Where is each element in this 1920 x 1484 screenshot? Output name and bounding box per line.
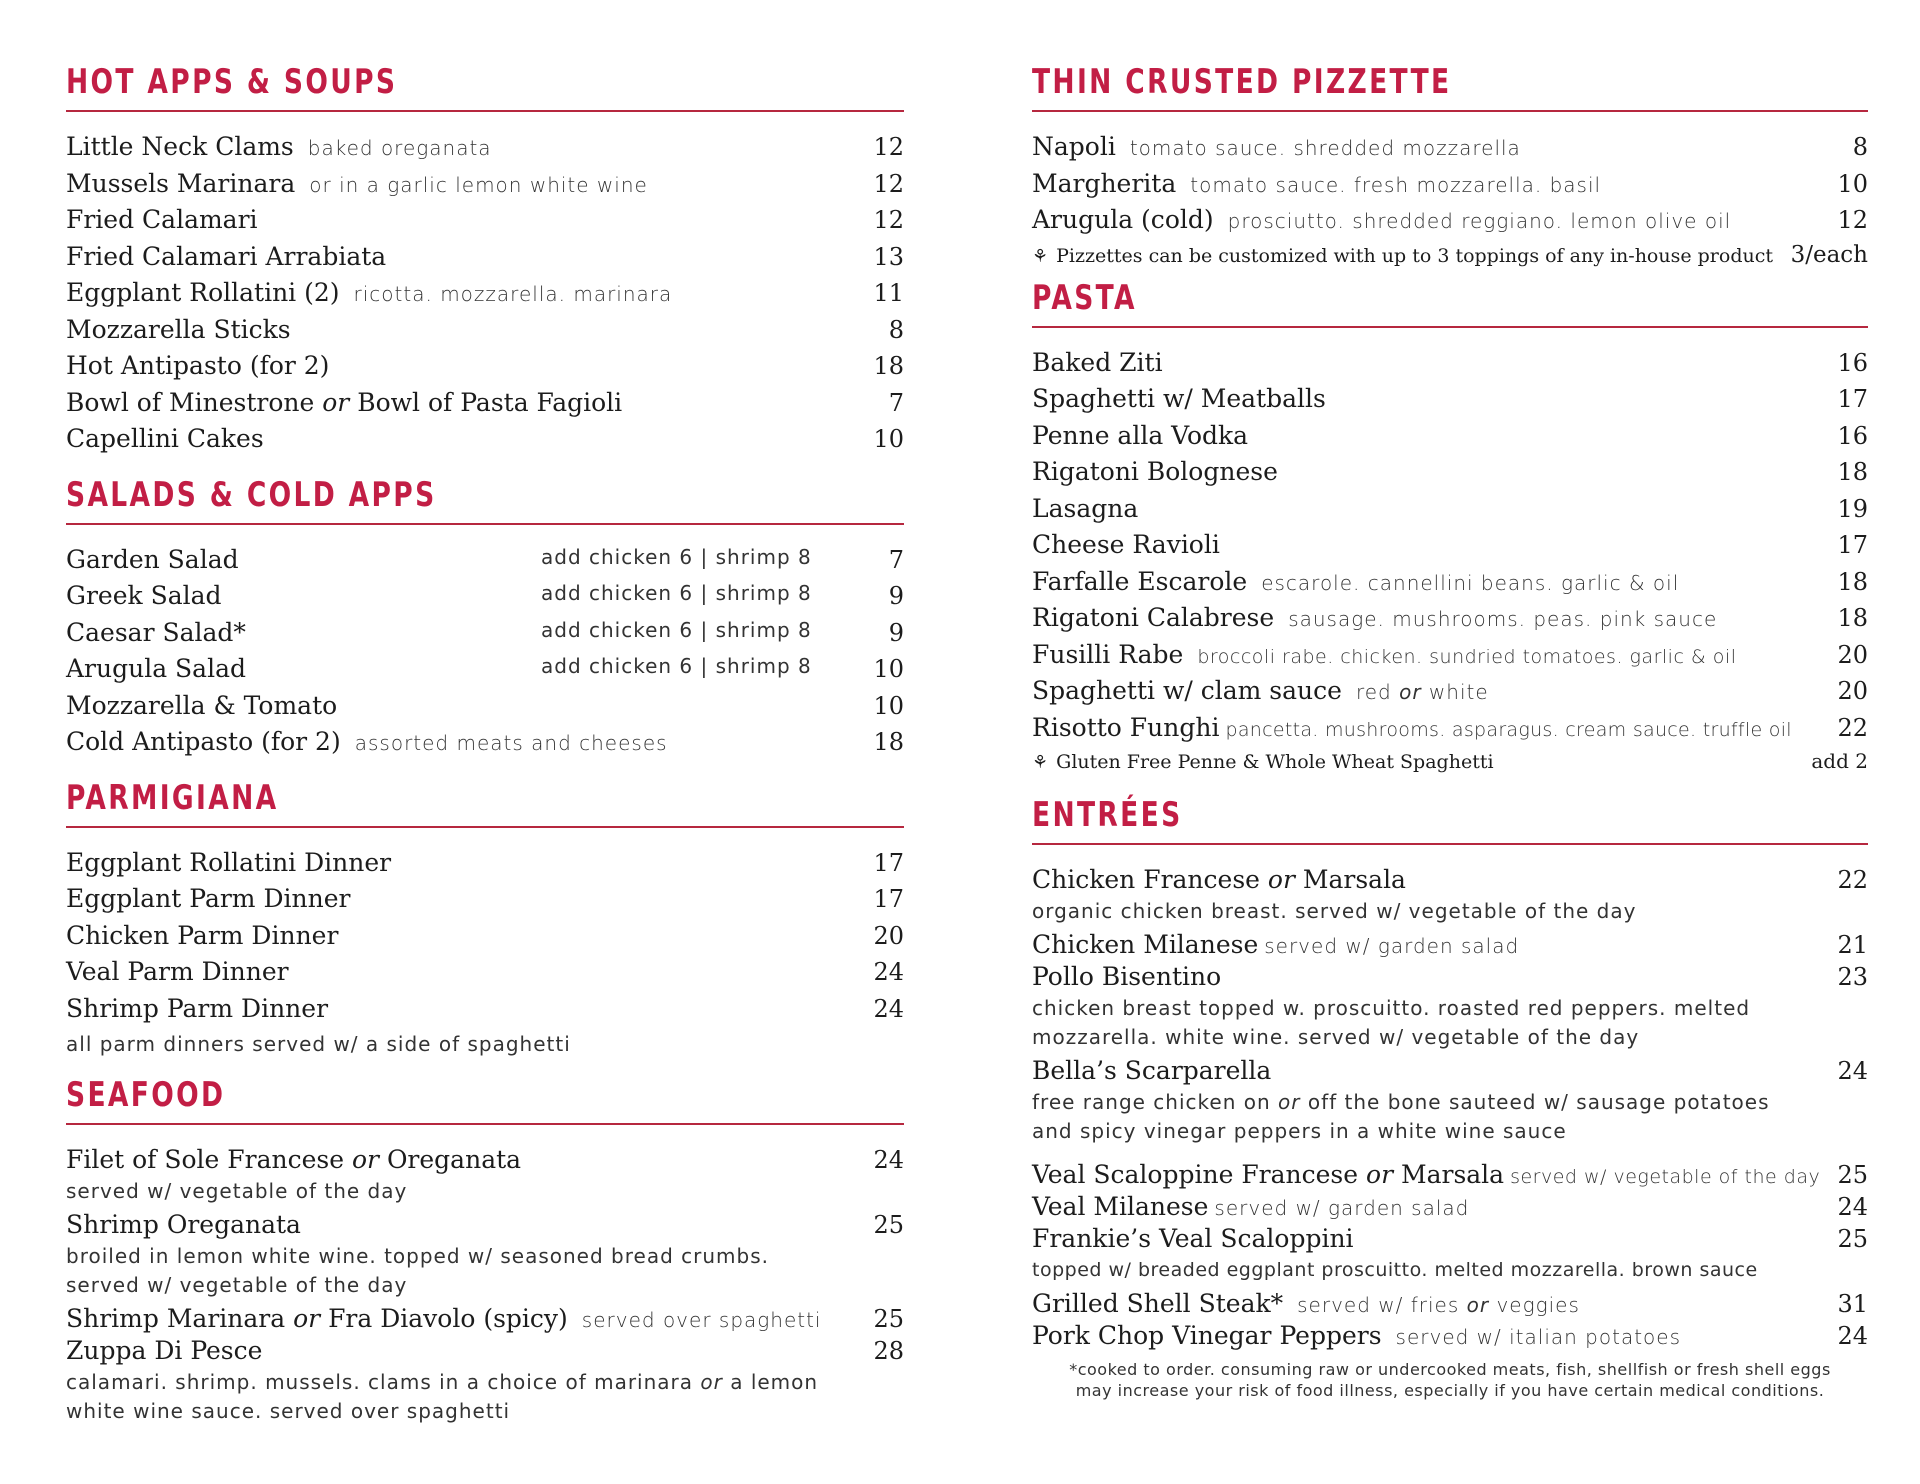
menu-item: Mussels Marinara or in a garlic lemon white wine 12 bbox=[66, 168, 904, 198]
item-description: broiled in lemon white wine. topped w/ seasoned bread crumbs. served w/ vegetable of the day bbox=[66, 1244, 769, 1297]
menu-item: Fried Calamari 12 bbox=[66, 205, 904, 234]
section-title: HOT APPS & SOUPS bbox=[66, 62, 398, 102]
item-description: served w/ vegetable of the day bbox=[66, 1179, 408, 1203]
menu-item: Chicken Milanese served w/ garden salad 21 bbox=[1032, 930, 1868, 959]
menu-item: Pollo Bisentino 23 bbox=[1032, 962, 1868, 991]
divider bbox=[1032, 110, 1868, 112]
item-description: calamari. shrimp. mussels. clams in a choice of marinara or a lemon white wine sauce. served over spaghetti bbox=[66, 1370, 819, 1423]
menu-item: Veal Parm Dinner 24 bbox=[66, 957, 904, 986]
menu-item: Penne alla Vodka 16 bbox=[1032, 420, 1868, 450]
menu-item: Eggplant Rollatini Dinner 17 bbox=[66, 847, 904, 877]
menu-item: Chicken Francese or Marsala 22 bbox=[1032, 865, 1868, 894]
divider bbox=[66, 1123, 904, 1125]
section-seafood bbox=[66, 1073, 904, 1426]
menu-item: Hot Antipasto (for 2) 18 bbox=[66, 351, 904, 380]
section-title: THIN CRUSTED PIZZETTE bbox=[1032, 62, 1452, 102]
divider bbox=[66, 110, 904, 112]
menu-item: Mozzarella Sticks 8 bbox=[66, 314, 904, 344]
menu-item: Grilled Shell Steak* served w/ fries or veggies 31 bbox=[1032, 1289, 1868, 1318]
menu-item: Veal Milanese served w/ garden salad 24 bbox=[1032, 1192, 1868, 1221]
menu-item: Mozzarella & Tomato 10 bbox=[66, 690, 904, 720]
divider bbox=[1032, 843, 1868, 845]
section-note: ⚘ Gluten Free Penne & Whole Wheat Spaghetti add 2 bbox=[1032, 749, 1868, 773]
ornament-icon: ⚘ bbox=[1032, 752, 1049, 773]
menu-item: Veal Scaloppine Francese or Marsala served w/ vegetable of the day 25 bbox=[1032, 1160, 1868, 1189]
section-title: PARMIGIANA bbox=[66, 777, 279, 818]
menu-item: Shrimp Oreganata 25 bbox=[66, 1210, 904, 1239]
section-pizzette bbox=[1032, 60, 1868, 272]
divider bbox=[1032, 326, 1868, 328]
divider bbox=[66, 826, 904, 828]
section-hot-apps bbox=[66, 60, 904, 461]
menu-item: Fusilli Rabe broccoli rabe. chicken. sundried tomatoes. garlic & oil 20 bbox=[1032, 639, 1868, 669]
right-column bbox=[1032, 60, 1868, 1401]
section-salads bbox=[66, 473, 904, 764]
menu-item: Bella’s Scarparella 24 bbox=[1032, 1056, 1868, 1085]
section-title: SALADS & COLD APPS bbox=[66, 474, 437, 515]
menu-item: Caesar Salad* add chicken 6 | shrimp 8 9 bbox=[66, 617, 904, 647]
menu-item: Frankie’s Veal Scaloppini 25 bbox=[1032, 1224, 1868, 1253]
menu-item: Pork Chop Vinegar Peppers served w/ italian potatoes 24 bbox=[1032, 1321, 1868, 1350]
menu-item: Eggplant Parm Dinner 17 bbox=[66, 884, 904, 913]
section-title: ENTRÉES bbox=[1032, 795, 1183, 835]
section-note: ⚘ Pizzettes can be customized with up to 3 toppings of any in-house product 3/each bbox=[1032, 241, 1868, 268]
item-description: organic chicken breast. served w/ vegetable of the day bbox=[1032, 899, 1637, 923]
menu-item: Napoli tomato sauce. shredded mozzarella 8 bbox=[1032, 132, 1868, 161]
section-parmigiana bbox=[66, 776, 904, 1060]
menu-item: Farfalle Escarole escarole. cannellini beans. garlic & oil 18 bbox=[1032, 566, 1868, 596]
item-description: topped w/ breaded eggplant proscuitto. melted mozzarella. brown sauce bbox=[1032, 1259, 1758, 1281]
footnote: *cooked to order. consuming raw or undercooked meats, fish, shellfish or fresh shell eggs may increase your risk of food illness, especially if you have certain medical conditions. bbox=[1069, 1360, 1831, 1400]
menu-item: Rigatoni Calabrese sausage. mushrooms. peas. pink sauce 18 bbox=[1032, 603, 1868, 632]
menu-item: Filet of Sole Francese or Oreganata 24 bbox=[66, 1145, 904, 1174]
ornament-icon: ⚘ bbox=[1032, 245, 1049, 267]
menu-item: Shrimp Marinara or Fra Diavolo (spicy) served over spaghetti 25 bbox=[66, 1304, 904, 1333]
section-entrees bbox=[1032, 793, 1868, 1401]
menu-item: Lasagna 19 bbox=[1032, 493, 1868, 523]
section-pasta bbox=[1032, 276, 1868, 780]
menu-item: Cheese Ravioli 17 bbox=[1032, 530, 1868, 559]
section-note: all parm dinners served w/ a side of spaghetti bbox=[66, 1032, 571, 1056]
item-description: free range chicken on or off the bone sauteed w/ sausage potatoes and spicy vinegar peppers in a white wine sauce bbox=[1032, 1090, 1770, 1143]
left-column bbox=[66, 60, 904, 1430]
menu-item: Arugula Salad add chicken 6 | shrimp 8 10 bbox=[66, 654, 904, 683]
menu-item: Arugula (cold) prosciutto. shredded reggiano. lemon olive oil 12 bbox=[1032, 205, 1868, 234]
menu-item: Bowl of Minestrone or Bowl of Pasta Fagioli 7 bbox=[66, 387, 904, 417]
menu-item: Spaghetti w/ Meatballs 17 bbox=[1032, 384, 1868, 413]
menu-item: Capellini Cakes 10 bbox=[66, 424, 904, 453]
menu-item: Baked Ziti 16 bbox=[1032, 347, 1868, 377]
menu-item: Garden Salad add chicken 6 | shrimp 8 7 bbox=[66, 544, 904, 574]
menu-item: Risotto Funghi pancetta. mushrooms. asparagus. cream sauce. truffle oil 22 bbox=[1032, 712, 1868, 742]
menu-item: Margherita tomato sauce. fresh mozzarella. basil 10 bbox=[1032, 168, 1868, 198]
divider bbox=[66, 523, 904, 525]
menu-item: Greek Salad add chicken 6 | shrimp 8 9 bbox=[66, 581, 904, 610]
menu-item: Eggplant Rollatini (2) ricotta. mozzarella. marinara 11 bbox=[66, 278, 904, 307]
section-title: PASTA bbox=[1032, 277, 1137, 318]
menu-item: Cold Antipasto (for 2) assorted meats and cheeses 18 bbox=[66, 727, 904, 756]
section-title: SEAFOOD bbox=[66, 1075, 226, 1115]
menu-item: Chicken Parm Dinner 20 bbox=[66, 920, 904, 950]
menu-item: Spaghetti w/ clam sauce red or white 20 bbox=[1032, 676, 1868, 705]
item-description: chicken breast topped w. proscuitto. roasted red peppers. melted mozzarella. white wine. served w/ vegetable of the day bbox=[1032, 996, 1751, 1049]
menu-item: Little Neck Clams baked oreganata 12 bbox=[66, 132, 904, 161]
menu-item: Fried Calamari Arrabiata 13 bbox=[66, 241, 904, 271]
menu-item: Shrimp Parm Dinner 24 bbox=[66, 993, 904, 1023]
menu-item: Rigatoni Bolognese 18 bbox=[1032, 457, 1868, 486]
menu-item: Zuppa Di Pesce 28 bbox=[66, 1336, 904, 1365]
